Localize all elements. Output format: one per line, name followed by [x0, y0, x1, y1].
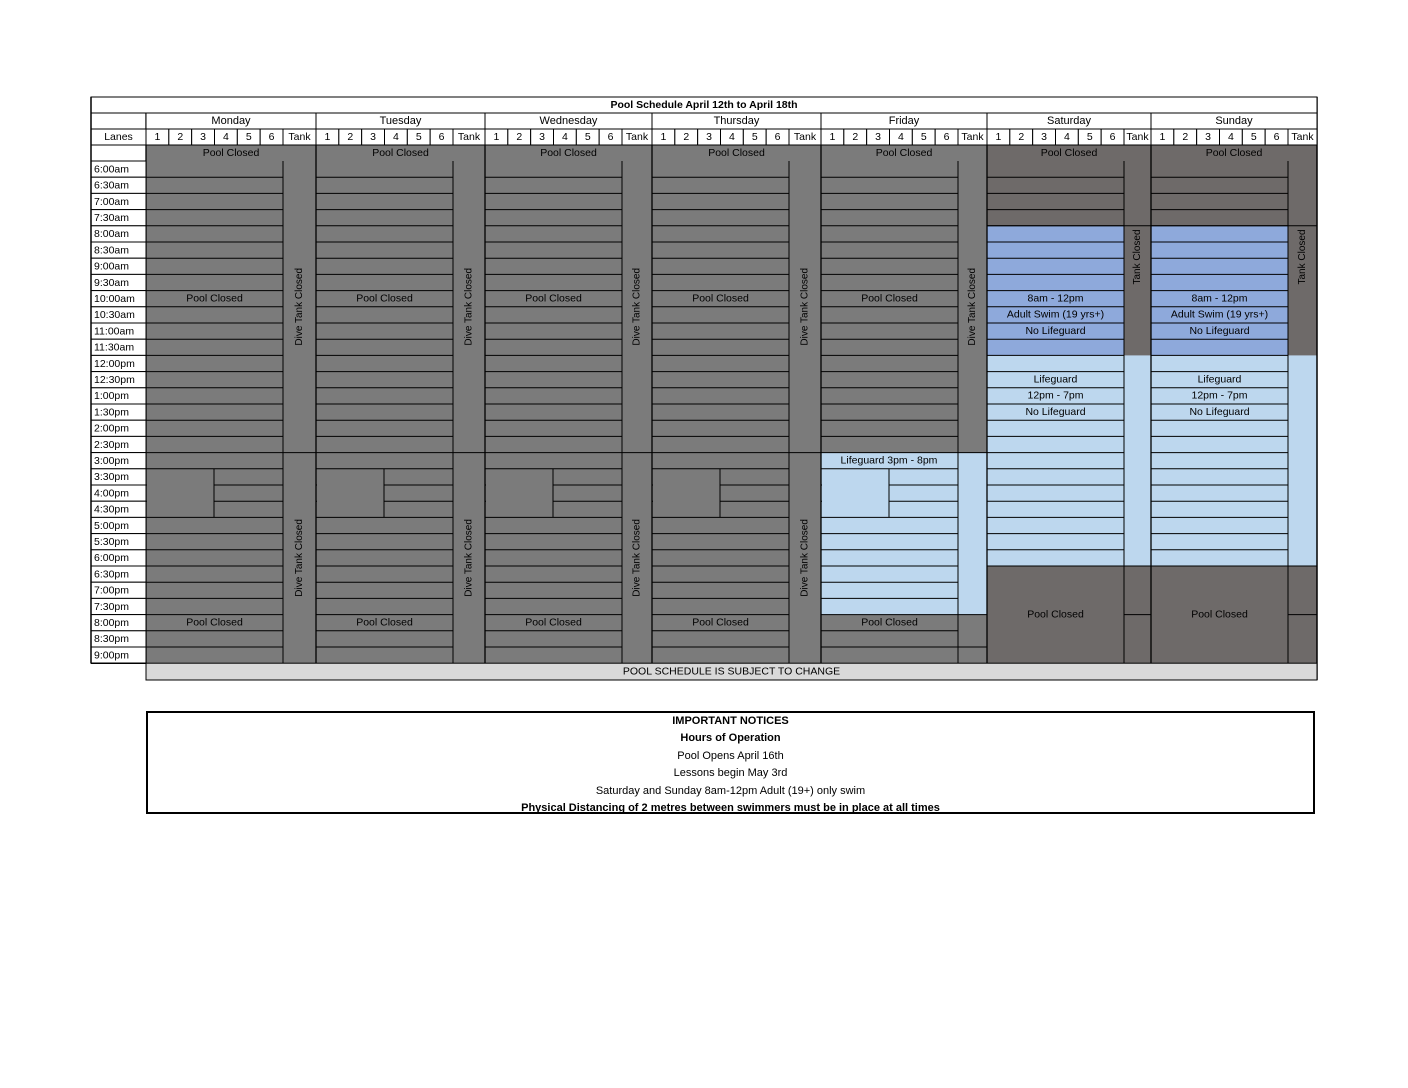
weekend-morning-label: No Lifeguard [1025, 324, 1086, 337]
day-header-monday: Monday [211, 114, 251, 127]
lane-header-5: 5 [920, 130, 927, 143]
day-header-friday: Friday [888, 114, 920, 127]
schedule-change-note: POOL SCHEDULE IS SUBJECT TO CHANGE [622, 665, 841, 678]
weekend-afternoon-label: 12pm - 7pm [1191, 389, 1248, 402]
time-label: 3:30pm [94, 471, 130, 484]
lane-header-6: 6 [438, 130, 445, 143]
lane-header-4: 4 [222, 130, 229, 143]
dive-tank-closed-label: Dive Tank Closed [631, 267, 643, 346]
time-label: 9:00am [94, 260, 130, 273]
pool-closed-label: Pool Closed [875, 146, 933, 159]
day-header-sunday: Sunday [1215, 114, 1253, 127]
lane-header-1: 1 [324, 130, 331, 143]
notice-line: Lessons begin May 3rd [673, 767, 788, 780]
schedule-title: Pool Schedule April 12th to April 18th [610, 98, 798, 111]
lane-header-3: 3 [370, 130, 377, 143]
time-label: 7:00am [94, 195, 130, 208]
lane-header-3: 3 [200, 130, 207, 143]
day-grid-background [652, 161, 821, 663]
time-label: 6:30pm [94, 568, 130, 581]
lane-header-tank: Tank [961, 130, 984, 143]
lane-header-2: 2 [347, 130, 354, 143]
lane-header-4: 4 [1063, 130, 1070, 143]
dive-tank-closed-label: Dive Tank Closed [799, 267, 811, 346]
day-grid-background [146, 161, 316, 663]
weekend-afternoon-label: No Lifeguard [1025, 405, 1086, 418]
pool-closed-label: Pool Closed [186, 292, 243, 305]
friday-lifeguard-label: Lifeguard 3pm - 8pm [840, 454, 938, 467]
lane-header-1: 1 [493, 130, 500, 143]
weekend-morning-label: 8am - 12pm [1191, 292, 1248, 305]
weekend-afternoon-label: No Lifeguard [1189, 405, 1250, 418]
pool-closed-label: Pool Closed [708, 146, 765, 159]
lane-header-5: 5 [751, 130, 758, 143]
weekend-afternoon-label: Lifeguard [1033, 373, 1078, 386]
lane-header-6: 6 [943, 130, 950, 143]
tank-lifeguard-block [1124, 355, 1151, 566]
notice-line: Saturday and Sunday 8am-12pm Adult (19+) only swim [595, 784, 866, 797]
weekend-afternoon-label: Lifeguard [1197, 373, 1242, 386]
weekend-afternoon-label: 12pm - 7pm [1027, 389, 1084, 402]
time-label: 9:00pm [94, 649, 130, 662]
pool-closed-label: Pool Closed [861, 616, 918, 629]
time-label: 2:30pm [94, 438, 130, 451]
time-label: 7:30am [94, 211, 130, 224]
weekend-morning-label: 8am - 12pm [1027, 292, 1084, 305]
lifeguard-block [1151, 355, 1288, 566]
time-label: 6:00am [94, 163, 130, 176]
dive-tank-closed-label: Dive Tank Closed [967, 267, 979, 346]
time-label: 9:30am [94, 276, 130, 289]
pool-closed-label: Pool Closed [186, 616, 243, 629]
lane-header-4: 4 [728, 130, 735, 143]
pool-closed-label: Pool Closed [356, 292, 413, 305]
lane-header-tank: Tank [793, 130, 817, 143]
notice-line: IMPORTANT NOTICES [672, 715, 789, 727]
time-label: 12:30pm [94, 373, 135, 386]
lane-header-2: 2 [1182, 130, 1189, 143]
weekend-morning-label: No Lifeguard [1189, 324, 1250, 337]
time-label: 7:30pm [94, 600, 130, 613]
day-header-thursday: Thursday [713, 114, 760, 127]
time-label: 11:00am [94, 325, 135, 338]
time-label: 6:30am [94, 179, 130, 192]
weekend-morning-label: Adult Swim (19 yrs+) [1170, 308, 1269, 321]
tank-closed-label: Tank Closed [1297, 229, 1309, 285]
day-grid-background [485, 161, 652, 663]
lane-header-3: 3 [539, 130, 546, 143]
lane-header-3: 3 [706, 130, 713, 143]
day-header-wednesday: Wednesday [539, 114, 598, 127]
pool-closed-label: Pool Closed [1040, 146, 1098, 159]
lesson-block [317, 470, 384, 517]
lane-header-3: 3 [1205, 130, 1212, 143]
lane-header-4: 4 [897, 130, 904, 143]
lane-header-4: 4 [1227, 130, 1234, 143]
dive-tank-closed-label: Dive Tank Closed [631, 519, 643, 597]
time-label: 5:00pm [94, 519, 130, 532]
time-label: 10:30am [94, 309, 135, 322]
important-notices-box [146, 711, 1315, 814]
time-label: 8:30pm [94, 633, 130, 646]
lane-header-1: 1 [154, 130, 161, 143]
time-label: 8:00am [94, 228, 130, 241]
time-label: 11:30am [94, 341, 135, 354]
pool-closed-label: Pool Closed [202, 146, 260, 159]
lane-header-4: 4 [392, 130, 399, 143]
time-label: 4:00pm [94, 487, 130, 500]
pool-closed-label: Pool Closed [372, 146, 429, 159]
lane-header-3: 3 [875, 130, 882, 143]
dive-tank-closed-label: Dive Tank Closed [463, 519, 475, 597]
time-label: 7:00pm [94, 584, 130, 597]
pool-closed-label: Pool Closed [1027, 608, 1084, 621]
day-header-saturday: Saturday [1046, 114, 1092, 127]
notice-line: Hours of Operation [680, 732, 781, 745]
lane-header-2: 2 [177, 130, 184, 143]
lane-header-6: 6 [1109, 130, 1116, 143]
tank-lifeguard-block [1288, 355, 1317, 566]
time-label: 2:00pm [94, 422, 130, 435]
time-label: 1:00pm [94, 390, 130, 403]
lane-header-2: 2 [516, 130, 523, 143]
lane-header-5: 5 [415, 130, 422, 143]
lesson-block [822, 470, 889, 517]
lane-header-6: 6 [774, 130, 781, 143]
lane-header-tank: Tank [625, 130, 649, 143]
day-header-tuesday: Tuesday [379, 114, 422, 127]
pool-closed-label: Pool Closed [1205, 146, 1263, 159]
lane-header-tank: Tank [1126, 130, 1149, 143]
lane-header-5: 5 [1086, 130, 1093, 143]
lane-header-1: 1 [829, 130, 836, 143]
lesson-block [147, 470, 214, 517]
time-label: 4:30pm [94, 503, 130, 516]
pool-closed-label: Pool Closed [1191, 608, 1248, 621]
pool-closed-label: Pool Closed [861, 292, 918, 305]
lesson-block [653, 470, 720, 517]
time-label: 6:00pm [94, 552, 130, 565]
time-label: 8:30am [94, 244, 130, 257]
lane-header-1: 1 [995, 130, 1002, 143]
lane-header-1: 1 [660, 130, 667, 143]
dive-tank-closed-label: Dive Tank Closed [463, 267, 475, 346]
lane-header-1: 1 [1159, 130, 1166, 143]
pool-closed-label: Pool Closed [525, 292, 582, 305]
lane-header-5: 5 [245, 130, 252, 143]
lane-header-2: 2 [683, 130, 690, 143]
lane-header-6: 6 [268, 130, 275, 143]
lane-header-3: 3 [1041, 130, 1048, 143]
notice-line: Physical Distancing of 2 metres between swimmers must be in place at all times [521, 801, 940, 814]
lesson-block [486, 470, 553, 517]
dive-tank-closed-label: Dive Tank Closed [294, 267, 306, 346]
lane-header-2: 2 [1018, 130, 1025, 143]
tank-closed-label: Tank Closed [1132, 229, 1144, 285]
lifeguard-block [987, 355, 1124, 566]
dive-tank-closed-label: Dive Tank Closed [294, 519, 306, 597]
lane-header-tank: Tank [1291, 130, 1314, 143]
time-label: 12:00pm [94, 357, 135, 370]
notice-line: Pool Opens April 16th [677, 749, 784, 762]
lane-header-5: 5 [1250, 130, 1257, 143]
time-label: 8:00pm [94, 616, 130, 629]
time-label: 1:30pm [94, 406, 130, 419]
dive-tank-closed-label: Dive Tank Closed [799, 519, 811, 597]
lane-header-2: 2 [852, 130, 859, 143]
lane-header-tank: Tank [288, 130, 311, 143]
pool-closed-label: Pool Closed [356, 616, 413, 629]
time-label: 10:00am [94, 292, 135, 305]
day-grid-background [316, 161, 485, 663]
lane-header-tank: Tank [457, 130, 481, 143]
lane-header-5: 5 [584, 130, 591, 143]
lane-header-6: 6 [607, 130, 614, 143]
weekend-morning-label: Adult Swim (19 yrs+) [1006, 308, 1105, 321]
lanes-label: Lanes [104, 130, 133, 143]
pool-closed-label: Pool Closed [525, 616, 582, 629]
lane-header-4: 4 [561, 130, 568, 143]
time-label: 5:30pm [94, 535, 130, 548]
pool-closed-label: Pool Closed [692, 292, 749, 305]
time-label: 3:00pm [94, 454, 130, 467]
pool-closed-label: Pool Closed [540, 146, 597, 159]
lane-header-6: 6 [1273, 130, 1280, 143]
pool-closed-label: Pool Closed [692, 616, 749, 629]
